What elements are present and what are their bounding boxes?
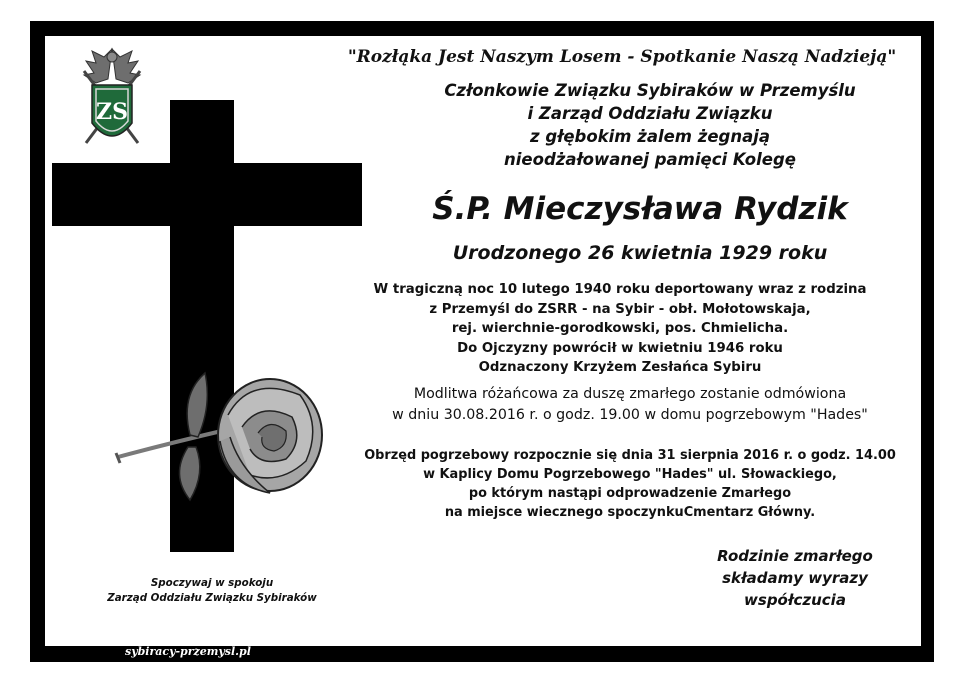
rest-in-peace-note xyxy=(62,576,362,606)
prayer-line: Modlitwa różańcowa za duszę zmarłego zostanie odmówiona xyxy=(413,386,847,402)
bio-line: rej. wierchnie-gorodkowski, pos. Chmielicha. xyxy=(451,321,789,336)
members-farewell xyxy=(390,79,910,171)
bio-line: z Przemyśl do ZSRR - na Sybir - obł. Mołotowskaja, xyxy=(429,301,811,317)
biography xyxy=(300,280,940,378)
condolences xyxy=(685,545,905,611)
members-line: Członkowie Związku Sybiraków w Przemyślu xyxy=(444,81,856,100)
bio-line: W tragiczną noc 10 lutego 1940 roku deportowany wraz z rodzina xyxy=(373,282,867,297)
funeral-line: po którym nastąpi odprowadzenie Zmarłego xyxy=(468,486,792,501)
rest-line: Zarząd Oddziału Związku Sybiraków xyxy=(107,592,317,604)
bio-line: Odznaczony Krzyżem Zesłańca Sybiru xyxy=(478,360,762,375)
condolence-line: Rodzinie zmarłego xyxy=(717,547,873,565)
condolence-line: współczucia xyxy=(744,591,846,609)
bio-line: Do Ojczyzny powrócił w kwietniu 1946 roku xyxy=(457,340,783,356)
birth-date: Urodzonego 26 kwietnia 1929 roku xyxy=(452,242,828,264)
members-line: z głębokim żalem żegnają xyxy=(529,127,771,146)
funeral-line: Obrzęd pogrzebowy rozpocznie się dnia 31 sierpnia 2016 r. o godz. 14.00 xyxy=(364,448,896,463)
funeral-line: na miejsce wiecznego spoczynkuCmentarz Główny. xyxy=(444,505,816,520)
emblem-letters: ZS xyxy=(96,99,128,125)
condolence-line: składamy wyrazy xyxy=(722,569,868,587)
rest-line: Spoczywaj w spokoju xyxy=(150,577,274,589)
website-watermark: sybiracy-przemysl.pl xyxy=(125,645,251,658)
funeral-notice xyxy=(315,446,945,522)
deceased-name: Ś.P. Mieczysława Rydzik xyxy=(432,191,848,227)
funeral-line: w Kaplicy Domu Pogrzebowego "Hades" ul. Słowackiego, xyxy=(423,467,837,482)
rosary-prayer-notice xyxy=(320,384,940,426)
members-line: nieodżałowanej pamięci Kolegę xyxy=(504,150,796,169)
motto: "Rozłąka Jest Naszym Losem - Spotkanie Naszą Nadzieją" xyxy=(347,47,897,67)
prayer-line: w dniu 30.08.2016 r. o godz. 19.00 w domu pogrzebowym "Hades" xyxy=(392,407,868,423)
rose-icon xyxy=(110,365,330,520)
members-line: i Zarząd Oddziału Związku xyxy=(527,104,773,123)
